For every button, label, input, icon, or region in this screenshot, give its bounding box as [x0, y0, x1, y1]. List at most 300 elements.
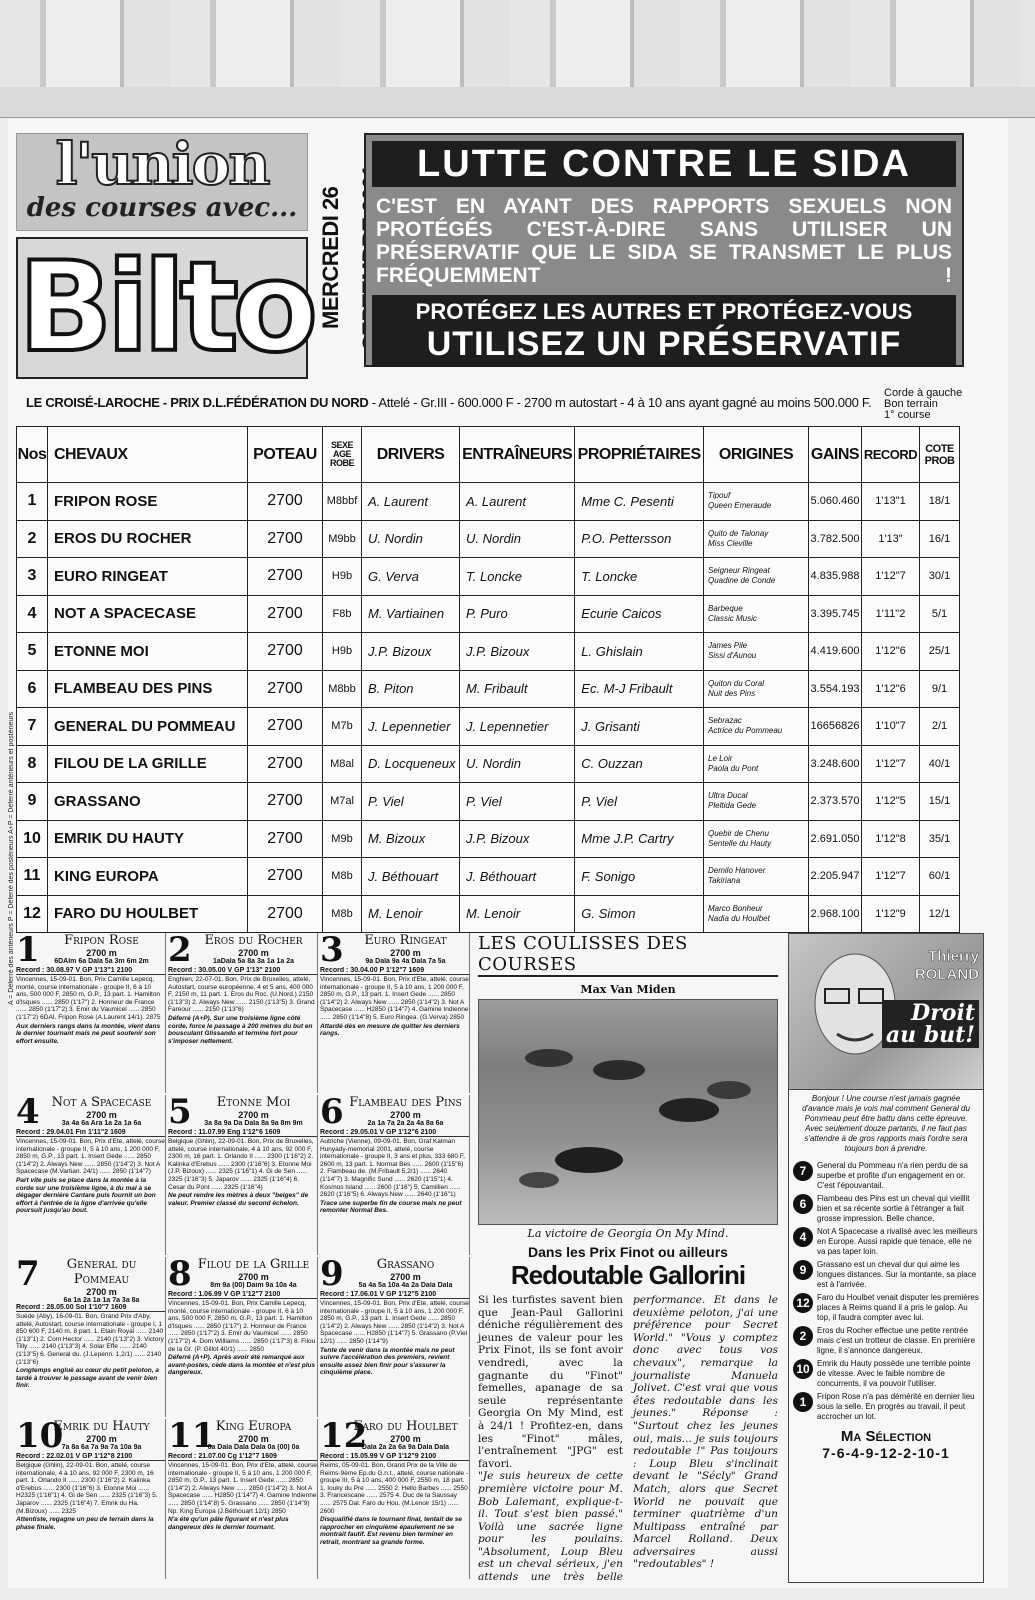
pick-text: General du Pommeau n'a rien perdu de sa superbe et profite d'un engagement en or. C'est l'épouvantail. [817, 1161, 968, 1190]
runner-trainer: P. Viel [460, 783, 575, 821]
runner-cote: 60/1 [920, 858, 960, 896]
logo-union: l'union [55, 130, 269, 198]
box-distance: 2700 m [238, 1272, 269, 1282]
runner-origines [704, 895, 809, 933]
runner-owner: T. Loncke [575, 558, 704, 596]
col-drivers: DRIVERS [362, 427, 460, 483]
box-comment: N'a été qu'un pâle figurant et n'est plus dangereux dès le dernier tournant. [168, 1516, 289, 1531]
runner-num: 5 [17, 633, 48, 671]
runner-poteau: 2700 [248, 820, 323, 858]
pick-number: 7 [793, 1161, 813, 1181]
runner-sire: Le Loir [708, 753, 733, 763]
shoeing-legend: A = Déferré des antérieurs P = Déferré des postérieurs A+P = Déferré antérieurs et postérieurs [8, 711, 15, 1005]
runner-dam: Sentelle du Hauty [708, 838, 772, 848]
box-performances: Dala 2a 2a 6a 9a Dala Dala [361, 1444, 450, 1451]
runner-sire: Demilo Hanover [708, 866, 766, 876]
race-details: - Attelé - Gr.III - 600.000 F - 2700 m autostart - 4 à 10 ans ayant gagné au moins 500.000 F. [368, 395, 872, 410]
runner-gains: 3.782.500 [809, 520, 862, 558]
runner-sexe: H9b [323, 558, 362, 596]
box-distance: 2700 m [238, 1110, 269, 1120]
sida-slogan-line2: UTILISEZ UN PRÉSERVATIF [426, 325, 902, 363]
runner-origines [704, 708, 809, 746]
runner-gains: 5.060.460 [809, 483, 862, 521]
logo-subtitle: des courses avec... [26, 193, 298, 223]
runner-num: 3 [17, 558, 48, 596]
course-number: 1° course [884, 409, 931, 421]
horse-box [168, 1257, 318, 1417]
pick-text: Grassano est un cheval dur qui aime les longues distances. Sur la montante, sa place est à l'arrivée. [817, 1260, 977, 1289]
race-header [26, 395, 886, 410]
runner-sexe: M8bbf [323, 483, 362, 521]
runner-num: 6 [17, 670, 48, 708]
box-record: Record : 29.04.01 Fin 1'11"2 1609 [16, 1129, 165, 1137]
box-comment: Aux derniers rangs dans la montée, vient dans le dernier tournant mais ne peut soutenir son effort ensuite. [16, 1022, 161, 1045]
runner-origines [704, 558, 809, 596]
col-record: RECORD [862, 427, 920, 483]
pick-item [793, 1359, 979, 1389]
runner-record: 1'11"2 [862, 595, 920, 633]
runner-record: 1'12"6 [862, 633, 920, 671]
runner-sexe: M8b [323, 895, 362, 933]
runner-driver: J. Béthouart [362, 858, 460, 896]
sida-slogan-line1: PROTÉGEZ LES AUTRES ET PROTÉGEZ-VOUS [415, 299, 913, 324]
sida-slogan [372, 295, 956, 367]
horse-box [16, 933, 166, 1093]
pick-text: Emrik du Hauty possède une terrible pointe de vitesse. Avec le faible nombre de concurrents, il va pouvoir l'utiliser. [817, 1359, 971, 1388]
article-body [478, 1294, 778, 1584]
box-header [320, 1419, 469, 1456]
torn-page-top [0, 0, 1035, 118]
tipster-picks [789, 1161, 983, 1422]
col-gains: GAINS [809, 427, 862, 483]
pick-number: 10 [793, 1359, 813, 1379]
runner-num: 8 [17, 745, 48, 783]
box-record: Record : 30.04.00 P 1'12"7 1609 [320, 967, 469, 975]
issue-date: MERCREDI 26 [318, 186, 343, 330]
box-horse-name: Fripon Rose [64, 933, 139, 948]
box-distance: 2700 m [238, 948, 269, 958]
runner-name: KING EUROPA [48, 858, 248, 896]
tipster-intro: Bonjour ! Une course n'est jamais gagnée d'avance mais je vois mal comment General du Pommeau peut être battu dans cette épreuve. Avec seulement douze partants, il ne faut pas s'attendre à de gros rapports mais l'ordre sera toujours bon à prendre. [802, 1094, 970, 1153]
box-comment: Déferré (A+P). Après avoir été remarqué aux avant-postes, cède dans la montée et n'est plus dangereux. [168, 1354, 316, 1377]
box-header [320, 1095, 469, 1132]
box-distance: 2700 m [238, 1434, 269, 1444]
box-distance: 2700 m [86, 1110, 117, 1120]
sida-text: C'EST EN AYANT DES RAPPORTS SEXUELS NON PROTÉGÉS C'EST-À-DIRE SANS UTILISER UN PRÉSERVATIF QUE LE SIDA SE TRANSMET LE PLUS FRÉQUEMMENT ! [376, 195, 952, 287]
table-row [17, 858, 960, 896]
box-distance: 2700 m [390, 1110, 421, 1120]
col-origines: ORIGINES [704, 427, 809, 483]
runner-record: 1'12"8 [862, 820, 920, 858]
horse-box [16, 1257, 166, 1417]
article-text-1: Si les turfistes savent bien que Jean-Paul Gallorini déniche régulièrement des jeunes de valeur pour les Prix Finot, ils se font avoir vendredi, avec la gagnante du "Finot" femelles, apanage de sa seule représentante Georgia On My Mind, est à 24/1 ! Profitez-en, dans les "Finot" mâles, l'entraînement "JPG" est favori. [478, 1294, 623, 1470]
box-distance: 2700 m [390, 1434, 421, 1444]
box-horse-name: Grassano [376, 1257, 435, 1272]
pick-item [793, 1227, 979, 1257]
runner-sexe: H9b [323, 633, 362, 671]
runner-poteau: 2700 [248, 858, 323, 896]
sida-ad [364, 133, 964, 367]
runner-name: FRIPON ROSE [48, 483, 248, 521]
runner-driver: M. Bizoux [362, 820, 460, 858]
article-kicker: Dans les Prix Finot ou ailleurs [528, 1244, 728, 1260]
pick-number: 6 [793, 1194, 813, 1214]
runner-trainer: U. Nordin [460, 520, 575, 558]
box-distance: 2700 m [390, 1272, 421, 1282]
runner-sire: Ultra Ducal [708, 791, 748, 801]
box-number: 5 [168, 1095, 192, 1132]
box-distance: 2700 m [86, 1434, 117, 1444]
runner-dam: Classic Music [708, 613, 757, 623]
box-number: 2 [168, 933, 192, 970]
selection-numbers: 7-6-4-9-12-2-10-1 [822, 1445, 950, 1461]
horse-box [16, 1419, 166, 1579]
runner-trainer: J.P. Bizoux [460, 633, 575, 671]
table-row [17, 483, 960, 521]
box-last-race: Suède (Aby), 16-09-01. Bon, Grand Prix d'Aby, attelé, Autostart, course internationale - groupe I, 1 850 600 F, 2140 m, 8 part. 1. Etain Royal ...... 2140 (1'13"1) 2. Com Hector ...... 2140 (1'13"2) 3. Victory Tilly ...... 2140 (1'13"3) 4. Solar Effe ...... 2140 (1'13"5) 6. General du. (J.Lepenn. 1,2/1) ...... 2140 (1'13"6) [16, 1313, 164, 1366]
box-number: 4 [16, 1095, 40, 1132]
runner-sexe: M8b [323, 858, 362, 896]
runner-name: ETONNE MOI [48, 633, 248, 671]
pick-text: Not A Spacecase a rivalisé avec les meilleurs en Europe. Aussi rapide que tenace, elle ne va pas taper loin. [817, 1227, 978, 1256]
box-record: Record : 29.05.01 V GP 1'12"6 2100 [320, 1129, 469, 1137]
box-performances: 8m 9a (00) Daim 9a 10a 4a [210, 1282, 297, 1289]
pick-number: 9 [793, 1260, 813, 1280]
slogan-line2: au but! [885, 1022, 975, 1048]
table-row [17, 520, 960, 558]
runner-origines [704, 520, 809, 558]
box-header [16, 1095, 165, 1132]
box-record: Record : 30.05.00 V GP 1'13" 2100 [168, 967, 317, 975]
runner-sire: James Pile [708, 641, 748, 651]
box-distance: 2700 m [86, 948, 117, 958]
runner-sexe: M8bb [323, 670, 362, 708]
box-record: Record : 30.08.97 V GP 1'13"1 2100 [16, 967, 165, 975]
logo-union-block [16, 130, 308, 231]
runner-record: 1'13"1 [862, 483, 920, 521]
table-row [17, 558, 960, 596]
box-horse-name: Euro Ringeat [364, 933, 447, 948]
box-horse-name: Faro du Houlbet [353, 1419, 458, 1434]
runner-origines [704, 670, 809, 708]
runner-gains: 4.835.988 [809, 558, 862, 596]
box-comment: Tente de venir dans la montée mais ne peut suivre l'accélération des premiers, revient ensuite assez bien finir pour s'assurer la cinquième place. [320, 1346, 455, 1377]
runner-driver: J.P. Bizoux [362, 633, 460, 671]
runner-num: 4 [17, 595, 48, 633]
runner-cote: 5/1 [920, 595, 960, 633]
runner-num: 10 [17, 820, 48, 858]
box-comment: Longtemps engluè au cœur du petit peloton, a tardé à trouver le passage avant de venir bien finir. [16, 1367, 159, 1390]
runner-trainer: J. Béthouart [460, 858, 575, 896]
pick-text: Eros du Rocher effectue une petite rentrée mais c'est un trotteur de classe. En première ligne, il s'annonce dangereux. [817, 1326, 976, 1355]
pick-text: Faro du Houlbet venait disputer les premières places à Reims quand il a pris le galop. Au top, il faudra compter avec lui. [817, 1293, 979, 1322]
runner-cote: 35/1 [920, 820, 960, 858]
thierry-roland-photo [789, 934, 983, 1090]
runner-driver: G. Verva [362, 558, 460, 596]
box-number: 9 [320, 1257, 344, 1294]
runner-cote: 9/1 [920, 670, 960, 708]
horse-box [320, 933, 470, 1093]
box-number: 12 [320, 1419, 368, 1456]
runner-record: 1'12"9 [862, 895, 920, 933]
runner-gains: 3.248.600 [809, 745, 862, 783]
pick-item [793, 1260, 979, 1290]
table-row [17, 633, 960, 671]
runner-owner: L. Ghislain [575, 633, 704, 671]
runner-record: 1'12"7 [862, 558, 920, 596]
runner-trainer: J. Lepennetier [460, 708, 575, 746]
horse-box [320, 1095, 470, 1255]
box-number: 8 [168, 1257, 192, 1294]
runner-num: 12 [17, 895, 48, 933]
runner-name: GENERAL DU POMMEAU [48, 708, 248, 746]
runner-gains: 2.691.050 [809, 820, 862, 858]
runner-dam: Actrice du Pommeau [708, 726, 783, 736]
runner-cote: 40/1 [920, 745, 960, 783]
table-header-row [17, 427, 960, 483]
runners-table [16, 426, 960, 933]
runner-poteau: 2700 [248, 483, 323, 521]
article-text-2: "Je suis heureux de cette première victoire pour M. Bob Lalemant, explique-t-il. Tout s'est bien passé." Voilà une sacrée ligne pour les poulains. "Absolument, Loup Bleu est un cheval sérieux, j'en attends une très belle performance. Et dans le deuxième peloton, j'ai une préférence pour Secret World." "Vous y comptez donc avec tous vos chevaux", remarque la journaliste Manuela Jolivet. C'est vrai que vous êtes redoutable dans les jeunes." Réponse : "Surtout chez les jeunes oui, mais... je suis toujours redoutable !" Pas toujours : Loup Bleu s'inclinait devant le "Sécly" Grand Match, alors que Secret World ne pouvait que terminer quatrième d'un Multipass entraîné par Marcel Rolland. Deux adversaires aussi "redoutables" ! [478, 1294, 778, 1584]
terrain-text: Bon terrain [884, 398, 938, 410]
runner-gains: 3.395.745 [809, 595, 862, 633]
box-horse-name: General du Pommeau [66, 1257, 137, 1287]
runner-poteau: 2700 [248, 595, 323, 633]
table-row [17, 670, 960, 708]
runner-origines [704, 745, 809, 783]
runner-driver: J. Lepennetier [362, 708, 460, 746]
masthead [16, 130, 312, 380]
runner-name: FARO DU HOULBET [48, 895, 248, 933]
runner-dam: Queen Emeraude [708, 501, 772, 511]
coulisses-heading: LES COULISSES DES COURSES [478, 933, 778, 977]
runner-trainer: M. Fribault [460, 670, 575, 708]
box-performances: 7a 8a 6a 7a 9a 7a 10a 9a [61, 1444, 142, 1451]
runner-owner: F. Sonigo [575, 858, 704, 896]
runner-trainer: M. Lenoir [460, 895, 575, 933]
runner-driver: B. Piton [362, 670, 460, 708]
runner-sire: Tipouf [708, 491, 731, 501]
box-record: Record : 22.02.01 V GP 1'12"8 2100 [16, 1453, 165, 1461]
box-record: Record : 21.07.00 Cg 1'12"7 1609 [168, 1453, 317, 1461]
box-header [320, 1257, 469, 1294]
col-poteau: POTEAU [248, 427, 323, 483]
box-last-race: Autriche (Vienne), 09-09-01. Bon, Graf Kalman Hunyady-memorial 2001, attelé, course internationale - groupe II, 3 ans et plus, 333 680 F, 2600 m, 13 part. 1. Normal Bes ...... 2600 (1'15"6) 2. Flambeau de. (M.Fribault 5,2/1) ...... 2640 (1'14"7) 3. Magnific Sund ...... 2620 (1'15"1) 4. Kosmos Island ...... 2600 (1'16") 5. Camillien ...... 2620 (1'16"5) 6. Always New ...... 2640 (1'16"1) [320, 1138, 465, 1199]
runner-poteau: 2700 [248, 745, 323, 783]
runner-gains: 3.554.193 [809, 670, 862, 708]
runner-cote: 16/1 [920, 520, 960, 558]
box-performances: 3a 8a 9a Da Dala 8a 9a 8m 9m [204, 1120, 303, 1127]
box-comment: Disqualifié dans le tournant final, tentait de se rapprocher en cinquième épaulement ne se montrait fautif. Est revenu bien terminer en retrait, montrant sa grande forme. [320, 1516, 462, 1546]
runner-sire: Quebir de Chenu [708, 828, 769, 838]
tipster-firstname: Thierry [928, 948, 979, 965]
horse-box [16, 1095, 166, 1255]
newspaper-page [8, 118, 1008, 1588]
runner-record: 1'13" [862, 520, 920, 558]
runner-sire: Barbeque [708, 603, 743, 613]
col-entraineurs: ENTRAÎNEURS [460, 427, 575, 483]
runner-poteau: 2700 [248, 708, 323, 746]
runner-owner: Mme J.P. Cartry [575, 820, 704, 858]
table-row [17, 745, 960, 783]
runner-name: GRASSANO [48, 783, 248, 821]
box-number: 7 [16, 1257, 40, 1294]
col-num: Nos [17, 427, 48, 483]
runner-poteau: 2700 [248, 520, 323, 558]
runner-dam: Takiriana [708, 876, 741, 886]
pick-item [793, 1293, 979, 1323]
runner-driver: A. Laurent [362, 483, 460, 521]
box-horse-name: Filou de la Grille [197, 1257, 310, 1272]
box-performances: 2a 1a 7a 2a 2a 4a 8a 6a [367, 1120, 444, 1127]
pick-text: Flambeau des Pins est un cheval qui vieillit bien et sa récente sortie à l'étranger a fait grosse impression. Belle chance. [817, 1194, 970, 1223]
box-horse-name: King Europa [215, 1419, 292, 1434]
photo-caption: La victoire de Georgia On My Mind. [527, 1227, 729, 1240]
box-header [168, 1419, 317, 1456]
box-last-race: Vincennes, 15-09-01. Bon, Prix Camille Lepecq, monté, course internationale - groupe II, 6 à 10 ans, 500 000 F, 2850 m, G.P., 13 part. 1. Hamilton d'Isques ...... 2850 (1'17") 2. Honneur de France ...... 2850 (1'17"2) 3. Emir du Vaumicel ...... 2850 (1'17"2) 4. Dom Williams ...... 2850 (1'17"3) 8. Filou de la Gr. (P. Gillot 40/1) ...... 2850 [168, 1300, 316, 1353]
runner-origines [704, 633, 809, 671]
runner-owner: P. Viel [575, 783, 704, 821]
pick-item [793, 1392, 979, 1422]
box-horse-name: Eros du Rocher [204, 933, 303, 948]
runner-driver: M. Vartiainen [362, 595, 460, 633]
runner-owner: Ecurie Caicos [575, 595, 704, 633]
pick-number: 1 [793, 1392, 813, 1412]
runner-owner: P.O. Pettersson [575, 520, 704, 558]
coulisses-author: Max Van Miden [580, 983, 676, 996]
runner-name: FLAMBEAU DES PINS [48, 670, 248, 708]
runner-dam: Nuit des Pins [708, 688, 756, 698]
box-performances: 0a Dala Dala Dala 0a (00) 0a [207, 1444, 300, 1451]
table-row [17, 783, 960, 821]
box-last-race: Vincennes, 15-09-01. Bon, Prix d'Ete, attelé, course internationale - groupe II, 5 à 10 ans, 1 200 000 F, 2850 m, G.P., 13 part. 1. Insert Gede ...... 2850 (1'14"2) 2. Always New ...... 2850 (1'14"2) 3. Not A Spacecase (M.Vartian. 24/1) ...... 2850 (1'14"7) [16, 1138, 165, 1176]
box-record: Record : 1.06.99 V GP 1'12"7 2100 [168, 1291, 317, 1299]
runner-trainer: T. Loncke [460, 558, 575, 596]
corde-text: Corde à gauche [884, 387, 963, 399]
box-last-race: Belgique (Ghlin), 22-09-01. Bon, Prix de Bruxelles, attelé, course internationale, 4 à 10 ans, 92 000 F, 2300 m, 16 part. 1. Orlando II ...... 2300 (1'16"2) 2. Kalinka d'Erebus ...... 2300 (1'16"6) 3. Etonne Moi (J.P. Bizoux) ...... 2325 (1'16"1) 4. Gi de Sen ...... 2325 (1'16"3) 5. Japarov ...... 2325 (1'16"4) 6. Cesar du Pont ...... 2325 (1'16"4) [168, 1138, 314, 1191]
horse-box [168, 1095, 318, 1255]
box-header [16, 1257, 165, 1304]
runner-owner: Mme C. Pesenti [575, 483, 704, 521]
table-row [17, 895, 960, 933]
runner-record: 1'12"5 [862, 783, 920, 821]
runner-poteau: 2700 [248, 895, 323, 933]
runner-poteau: 2700 [248, 783, 323, 821]
runner-sire: Marco Bonheur [708, 903, 763, 913]
box-horse-name: Not a Spacecase [51, 1095, 152, 1110]
runner-num: 11 [17, 858, 48, 896]
box-number: 6 [320, 1095, 344, 1132]
article-headline: Redoutable Gallorini [510, 1260, 746, 1290]
box-performances: 5a 4a 5a 10a 4a 2a Dala Dala [358, 1282, 453, 1289]
runner-name: EMRIK DU HAUTY [48, 820, 248, 858]
box-distance: 2700 m [86, 1287, 117, 1297]
runner-record: 1'12"7 [862, 858, 920, 896]
pick-item [793, 1326, 979, 1356]
runner-cote: 12/1 [920, 895, 960, 933]
runner-sire: Quiton du Coral [708, 678, 765, 688]
runner-origines [704, 858, 809, 896]
runner-sexe: F8b [323, 595, 362, 633]
pick-number: 4 [793, 1227, 813, 1247]
runner-dam: Quadine de Conde [708, 576, 776, 586]
runner-poteau: 2700 [248, 558, 323, 596]
runner-cote: 25/1 [920, 633, 960, 671]
sida-title: LUTTE CONTRE LE SIDA [372, 141, 956, 187]
box-comment: Part vite puis se place dans la montée à la corde sur une troisième ligne, à du mal à se dégager dernière Cantare puis fournit un bon effort à l'entrée de la ligne d'arrivée qu'elle poursuit jusqu'au bout. [16, 1176, 156, 1215]
horse-box [320, 1419, 470, 1579]
tipster-slogan [882, 1000, 979, 1048]
runner-name: EROS DU ROCHER [48, 520, 248, 558]
slogan-line1: Droit [911, 1000, 975, 1026]
box-number: 10 [16, 1419, 64, 1456]
race-title: LE CROISÉ-LAROCHE - PRIX D.L.FÉDÉRATION DU NORD [26, 395, 369, 410]
runner-sexe: M9b [323, 820, 362, 858]
coulisses-column [478, 933, 778, 1583]
table-row [17, 820, 960, 858]
box-number: 1 [16, 933, 40, 970]
thierry-roland-column [788, 933, 984, 1583]
runner-owner: C. Ouzzan [575, 745, 704, 783]
runner-sexe: M7b [323, 708, 362, 746]
runner-sire: Sebrazac [708, 716, 742, 726]
pick-item [793, 1194, 979, 1224]
runner-trainer: U. Nordin [460, 745, 575, 783]
runner-record: 1'12"7 [862, 745, 920, 783]
runner-sexe: M8al [323, 745, 362, 783]
runner-cote: 18/1 [920, 483, 960, 521]
table-row [17, 708, 960, 746]
runner-sire: Seigneur Ringeat [708, 566, 770, 576]
runner-dam: Miss Cleville [708, 538, 753, 548]
tipster-name [915, 948, 979, 984]
box-record: Record : 15.05.99 V GP 1'12"9 2100 [320, 1453, 469, 1461]
runner-origines [704, 595, 809, 633]
runner-num: 9 [17, 783, 48, 821]
runner-owner: G. Simon [575, 895, 704, 933]
box-horse-name: Etonne Moi [216, 1095, 291, 1110]
runner-poteau: 2700 [248, 633, 323, 671]
runner-trainer: J.P. Bizoux [460, 820, 575, 858]
box-header [16, 933, 165, 970]
box-performances: 6DAlm 6a Dala 5a 3m 6m 2m [54, 958, 149, 965]
pick-number: 12 [793, 1293, 813, 1313]
runner-name: NOT A SPACECASE [48, 595, 248, 633]
pick-item [793, 1161, 979, 1191]
track-conditions [884, 388, 1004, 421]
runner-gains: 4.419.600 [809, 633, 862, 671]
runner-sexe: M7al [323, 783, 362, 821]
box-record: Record : 17.06.01 V GP 1'12"5 2100 [320, 1291, 469, 1299]
box-comment: Attardé dès en mesure de quitter les derniers rangs. [320, 1022, 460, 1038]
runner-trainer: P. Puro [460, 595, 575, 633]
runner-record: 1'12"6 [862, 670, 920, 708]
box-performances: 6a 1a 2a 1a 1a 7a 3a 8a [63, 1297, 140, 1304]
box-record: Record : 28.05.00 Sol 1'10"7 1609 [16, 1304, 165, 1312]
runner-cote: 15/1 [920, 783, 960, 821]
runner-gains: 2.205.947 [809, 858, 862, 896]
runner-driver: P. Viel [362, 783, 460, 821]
runner-name: FILOU DE LA GRILLE [48, 745, 248, 783]
box-last-race: Vincennes, 15-09-01. Bon, Prix Camille Lepecq, monté, course internationale - groupe II, 6 à 10 ans, 500 000 F, 2850 m, G.P., 13 part. 1. Hamilton d'Isques ...... 2850 (1'17") 2. Honneur de France ...... 2850 (1'17"2) 3. Emir du Vaumicel ...... 2850 (1'17"2) 6DAI. Fripon Rose (A.Laurent 14/1). 2875 [16, 976, 161, 1021]
ma-selection-label: Ma Sélection [840, 1428, 932, 1445]
box-performances: 1aDala 5a 8a 3a 1a 1a 2a [213, 958, 294, 965]
runner-owner: J. Grisanti [575, 708, 704, 746]
runner-sexe: M9bb [323, 520, 362, 558]
col-chevaux: CHEVAUX [48, 427, 248, 483]
horse-box [320, 1257, 470, 1417]
box-horse-name: Emrik du Hauty [53, 1419, 150, 1434]
